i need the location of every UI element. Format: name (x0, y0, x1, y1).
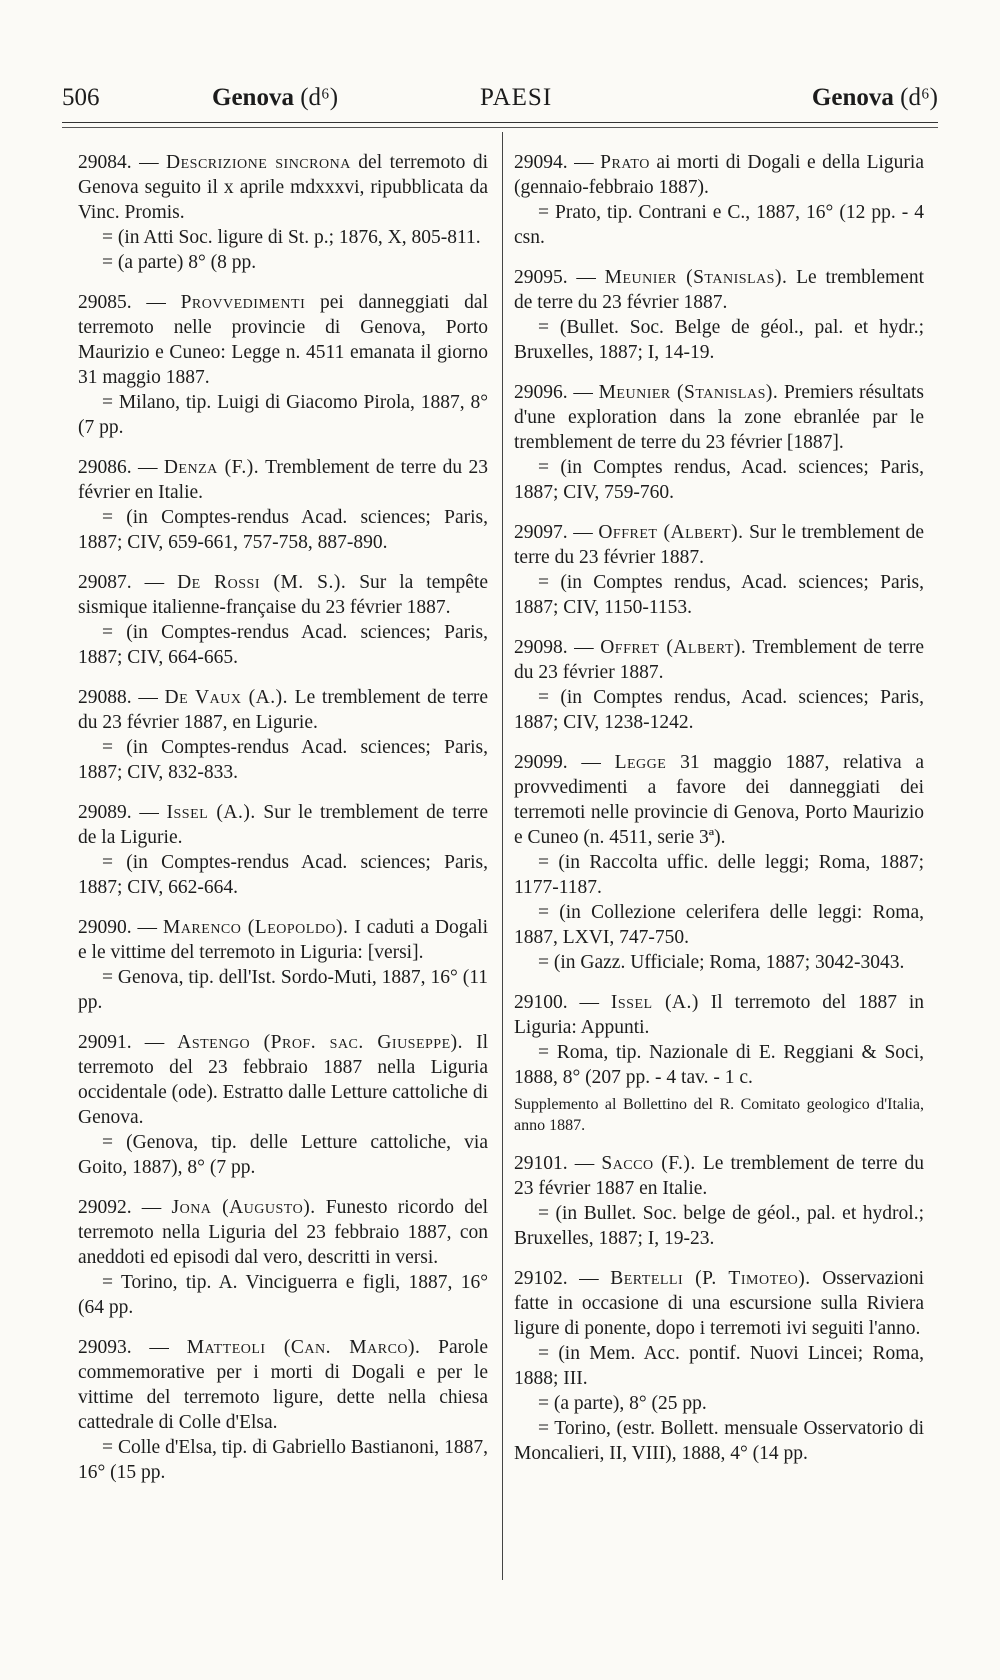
header-rule-top (62, 122, 938, 123)
entry-author: Offret (Albert). (598, 522, 744, 543)
entry-title: del terremoto di Genova seguito il x aprile mdxxxvi, ripubblicata da Vinc. Promis. (78, 152, 489, 223)
entry-number: 29102. (514, 1268, 568, 1289)
bibliography-entry (514, 520, 924, 620)
bibliography-entry (78, 290, 488, 440)
bibliography-entry (78, 685, 488, 785)
entry-title: ai morti di Dogali e della Liguria (gennaio-febbraio 1887). (514, 152, 924, 198)
entry-number: 29088. (78, 687, 132, 708)
entry-number: 29092. (78, 1197, 132, 1218)
entry-publication: = (in Gazz. Ufficiale; Roma, 1887; 3042-3043. (538, 952, 905, 973)
entry-text: 29093. — Matteoli (Can. Marco). Parole commemorative per i morti di Dogali e per le vittime del terremoto ligure, dette nella chiesa cattedrale di Colle d'Elsa. (78, 1337, 489, 1433)
entry-publication: = (Genova, tip. delle Letture cattoliche, via Goito, 1887), 8° (7 pp. (78, 1132, 488, 1178)
entry-number: 29091. (78, 1032, 132, 1053)
entry-author: Descrizione sincrona (166, 152, 351, 173)
header-right-sub: (d⁶) (900, 84, 938, 111)
entry-number: 29086. (78, 457, 132, 478)
page-number: 506 (62, 84, 100, 111)
bibliography-entry (78, 1195, 488, 1320)
entry-publication: = (in Comptes rendus, Acad. sciences; Paris, 1887; CIV, 1150-1153. (514, 572, 924, 618)
entry-author: De Vaux (A.). (164, 687, 288, 708)
bibliography-entry (78, 915, 488, 1015)
entry-number: 29100. (514, 992, 568, 1013)
entry-author: Marenco (Leopoldo). (162, 917, 349, 938)
entry-number: 29098. (514, 637, 568, 658)
bibliography-entry (514, 150, 924, 250)
header-left-name: Genova (212, 84, 294, 111)
entry-number: 29087. (78, 572, 132, 593)
entry-number: 29095. (514, 267, 568, 288)
bibliography-entry (78, 1335, 488, 1485)
entry-text: 29098. — Offret (Albert). Tremblement de terre du 23 février 1887. (514, 637, 925, 683)
entry-title: Osservazioni fatte in occasione di una escursione sulla Riviera ligure di ponente, dopo i terremoti ivi seguiti l'anno. (514, 1268, 925, 1339)
bibliography-entry (514, 990, 924, 1136)
entry-author: De Rossi (M. S.). (177, 572, 347, 593)
header-left-title (212, 76, 338, 120)
entry-publication: = (a parte), 8° (25 pp. (538, 1393, 707, 1414)
entry-publication: = Milano, tip. Luigi di Giacomo Pirola, 1887, 8° (7 pp. (78, 392, 488, 438)
entry-text: 29085. — Provvedimenti pei danneggiati dal terremoto nelle provincie di Genova, Porto Maurizio e Cuneo: Legge n. 4511 emanata il giorno 31 maggio 1887. (78, 292, 488, 388)
entry-publication: = Roma, tip. Nazionale di E. Reggiani & Soci, 1888, 8° (207 pp. - 4 tav. - 1 c. (514, 1042, 924, 1088)
header-rule-bottom (62, 127, 938, 128)
bibliography-entry (514, 380, 924, 505)
entry-publication: = Genova, tip. dell'Ist. Sordo-Muti, 1887, 16° (11 pp. (78, 967, 488, 1013)
entry-text: 29096. — Meunier (Stanislas). Premiers résultats d'une exploration dans la zone ebranlée par le tremblement de terre du 23 février [1887]. (514, 382, 925, 453)
entry-author: Sacco (F.). (601, 1153, 696, 1174)
entry-number: 29085. (78, 292, 132, 313)
entry-author: Meunier (Stanislas). (598, 382, 779, 403)
entry-title: I caduti a Dogali e le vittime del terremoto in Liguria: [versi]. (78, 917, 488, 963)
entry-title: Funesto ricordo del terremoto nella Liguria del 23 febbraio 1887, con aneddoti ed episodi dal vero, descritti in versi. (78, 1197, 489, 1268)
entry-text: 29099. — Legge 31 maggio 1887, relativa a provvedimenti a favore dei danneggiati dei terremoti nelle provincie di Genova, Porto Maurizio e Cuneo (n. 4511, serie 3ª). (514, 752, 924, 848)
entry-text: 29090. — Marenco (Leopoldo). I caduti a Dogali e le vittime del terremoto in Liguria: [versi]. (78, 917, 488, 963)
entry-text: 29097. — Offret (Albert). Sur le tremblement de terre du 23 février 1887. (514, 522, 925, 568)
entry-author: Offret (Albert). (600, 637, 747, 658)
entry-author: Jona (Augusto). (171, 1197, 316, 1218)
entry-author: Provvedimenti (180, 292, 306, 313)
entry-publication: = (in Comptes-rendus Acad. sciences; Paris, 1887; CIV, 662-664. (78, 852, 488, 898)
entry-title: Le tremblement de terre du 23 février 1887, en Ligurie. (78, 687, 488, 733)
entry-text: 29101. — Sacco (F.). Le tremblement de terre du 23 février 1887 en Italie. (514, 1153, 924, 1199)
entry-title: Sur la tempête sismique italienne-française du 23 février 1887. (78, 572, 489, 618)
entry-author: Legge (614, 752, 667, 773)
entry-number: 29094. (514, 152, 568, 173)
entry-publication: = (in Comptes rendus, Acad. sciences; Paris, 1887; CIV, 759-760. (514, 457, 924, 503)
right-column (514, 150, 924, 1481)
entry-title: Tremblement de terre du 23 février en Italie. (78, 457, 488, 503)
left-column (78, 150, 488, 1500)
entry-text: 29087. — De Rossi (M. S.). Sur la tempête sismique italienne-française du 23 février 1887. (78, 572, 489, 618)
bibliography-entry (78, 1030, 488, 1180)
bibliography-entry (514, 635, 924, 735)
entry-author: Matteoli (Can. Marco). (186, 1337, 421, 1358)
entry-publication: = (a parte) 8° (8 pp. (102, 252, 257, 273)
entry-publication: = (in Collezione celerifera delle leggi: Roma, 1887, LXVI, 747-750. (514, 902, 924, 948)
entry-text: 29089. — Issel (A.). Sur le tremblement de terre de la Ligurie. (78, 802, 488, 848)
entry-number: 29093. (78, 1337, 132, 1358)
bibliography-entry (514, 1151, 924, 1251)
entry-author: Prato (600, 152, 650, 173)
entry-author: Issel (A.) (610, 992, 699, 1013)
bibliography-entry (78, 455, 488, 555)
entry-publication: = (in Mem. Acc. pontif. Nuovi Lincei; Roma, 1888; III. (514, 1343, 924, 1389)
entry-title: Le tremblement de terre du 23 février 1887 en Italie. (514, 1153, 924, 1199)
entry-publication: = (in Comptes rendus, Acad. sciences; Paris, 1887; CIV, 1238-1242. (514, 687, 924, 733)
bibliography-entry (78, 570, 488, 670)
entry-number: 29084. (78, 152, 132, 173)
entry-text: 29088. — De Vaux (A.). Le tremblement de terre du 23 février 1887, en Ligurie. (78, 687, 488, 733)
entry-publication: = (in Comptes-rendus Acad. sciences; Paris, 1887; CIV, 832-833. (78, 737, 488, 783)
bibliography-entry (514, 750, 924, 975)
bibliography-entry (514, 1266, 924, 1466)
header-left-sub: (d⁶) (300, 84, 339, 111)
entry-publication: = (in Comptes-rendus Acad. sciences; Paris, 1887; CIV, 664-665. (78, 622, 488, 668)
entry-text: 29092. — Jona (Augusto). Funesto ricordo del terremoto nella Liguria del 23 febbraio 1887, con aneddoti ed episodi dal vero, descritti in versi. (78, 1197, 489, 1268)
entry-publication: = (in Raccolta uffic. delle leggi; Roma, 1887; 1177-1187. (514, 852, 924, 898)
entry-title: Sur le tremblement de terre du 23 février 1887. (514, 522, 925, 568)
bibliography-entry (78, 800, 488, 900)
entry-author: Bertelli (P. Timoteo). (610, 1268, 811, 1289)
entry-title: Il terremoto del 23 febbraio 1887 nella Liguria occidentale (ode). Estratto dalle Letture cattoliche di Genova. (78, 1032, 488, 1128)
entry-title: Premiers résultats d'une exploration dans la zone ebranlée par le tremblement de terre du 23 février [1887]. (514, 382, 925, 453)
entry-author: Denza (F.). (163, 457, 260, 478)
entry-title: pei danneggiati dal terremoto nelle provincie di Genova, Porto Maurizio e Cuneo: Legge n. 4511 emanata il giorno 31 maggio 1887. (78, 292, 488, 388)
entry-number: 29097. (514, 522, 568, 543)
entry-publication: = (in Atti Soc. ligure di St. p.; 1876, X, 805-811. (102, 227, 481, 248)
entry-number: 29089. (78, 802, 132, 823)
entry-publication: = Colle d'Elsa, tip. di Gabriello Bastianoni, 1887, 16° (15 pp. (78, 1437, 488, 1483)
entry-publication: = (Bullet. Soc. Belge de géol., pal. et hydr.; Bruxelles, 1887; I, 14-19. (514, 317, 924, 363)
entry-number: 29090. (78, 917, 132, 938)
entry-text: 29102. — Bertelli (P. Timoteo). Osservazioni fatte in occasione di una escursione sulla Riviera ligure di ponente, dopo i terremoti ivi seguiti l'anno. (514, 1268, 925, 1339)
entry-publication: = (in Comptes-rendus Acad. sciences; Paris, 1887; CIV, 659-661, 757-758, 887-890. (78, 507, 488, 553)
entry-publication: = (in Bullet. Soc. belge de géol., pal. et hydrol.; Bruxelles, 1887; I, 19-23. (514, 1203, 924, 1249)
entry-author: Issel (A.). (166, 802, 256, 823)
entry-text: 29100. — Issel (A.) Il terremoto del 1887 in Liguria: Appunti. (514, 992, 924, 1038)
bibliography-entry (514, 265, 924, 365)
entry-number: 29096. (514, 382, 568, 403)
header-center-title: PAESI (480, 84, 553, 111)
entry-text: 29091. — Astengo (Prof. sac. Giuseppe). Il terremoto del 23 febbraio 1887 nella Liguria occidentale (ode). Estratto dalle Letture cattoliche di Genova. (78, 1032, 488, 1128)
entry-title: 31 maggio 1887, relativa a provvedimenti a favore dei danneggiati dei terremoti nelle provincie di Genova, Porto Maurizio e Cuneo (n. 4511, serie 3ª). (514, 752, 924, 848)
entry-text: 29095. — Meunier (Stanislas). Le tremblement de terre du 23 février 1887. (514, 267, 924, 313)
entry-title: Tremblement de terre du 23 février 1887. (514, 637, 925, 683)
entry-text: 29094. — Prato ai morti di Dogali e della Liguria (gennaio-febbraio 1887). (514, 152, 924, 198)
entry-number: 29101. (514, 1153, 568, 1174)
entry-title: Sur le tremblement de terre de la Ligurie. (78, 802, 488, 848)
entry-author: Astengo (Prof. sac. Giuseppe). (177, 1032, 464, 1053)
header-right-title (812, 76, 938, 120)
header-right-name: Genova (811, 84, 894, 111)
entry-publication: = Torino, (estr. Bollett. mensuale Osservatorio di Moncalieri, II, VIII), 1888, 4° (14 pp. (514, 1418, 924, 1464)
entry-title: Le tremblement de terre du 23 février 1887. (514, 267, 924, 313)
entry-text: 29086. — Denza (F.). Tremblement de terre du 23 février en Italie. (78, 457, 488, 503)
column-divider (502, 132, 503, 1580)
running-header (62, 76, 938, 120)
entry-publication: = Prato, tip. Contrani e C., 1887, 16° (12 pp. - 4 csn. (514, 202, 924, 248)
entry-publication: = Torino, tip. A. Vinciguerra e figli, 1887, 16° (64 pp. (78, 1272, 488, 1318)
entry-title: Parole commemorative per i morti di Dogali e per le vittime del terremoto ligure, dette nella chiesa cattedrale di Colle d'Elsa. (78, 1337, 489, 1433)
entry-note: Supplemento al Bollettino del R. Comitato geologico d'Italia, anno 1887. (514, 1096, 924, 1134)
entry-author: Meunier (Stanislas). (604, 267, 788, 288)
entry-text: 29084. — Descrizione sincrona del terremoto di Genova seguito il x aprile mdxxxvi, ripubblicata da Vinc. Promis. (78, 152, 489, 223)
entry-number: 29099. (514, 752, 568, 773)
entry-title: Il terremoto del 1887 in Liguria: Appunti. (514, 992, 924, 1038)
bibliography-entry (78, 150, 488, 275)
